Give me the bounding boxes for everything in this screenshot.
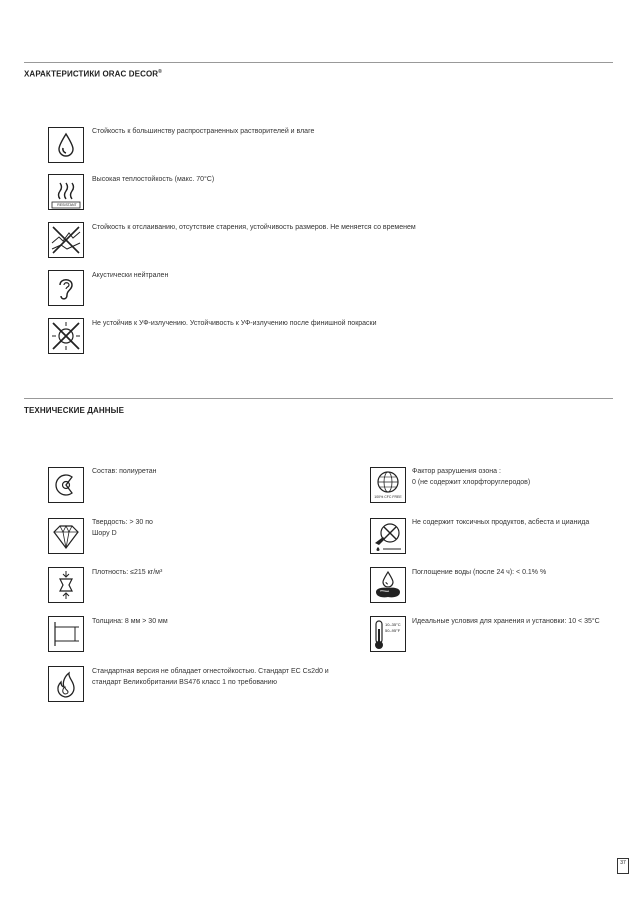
ozone-text: Фактор разрушения озона : 0 (не содержит хлорфторуглеродов) bbox=[412, 468, 531, 486]
section-title-technical: ТЕХНИЧЕСКИЕ ДАННЫЕ bbox=[24, 406, 125, 415]
globe-icon bbox=[370, 467, 406, 503]
no-uv-icon bbox=[48, 318, 84, 354]
density-text: Плотность: ≤215 кг/м³ bbox=[92, 569, 163, 576]
characteristic-text: Высокая теплостойкость (макс. 70°C) bbox=[92, 176, 215, 183]
water-absorption-text: Поглощение воды (после 24 ч): < 0.1% % bbox=[412, 569, 547, 576]
resistant-label: RESISTANT bbox=[57, 203, 77, 207]
water-drop-icon bbox=[48, 127, 84, 163]
no-toxic-icon bbox=[370, 518, 406, 554]
composition-icon bbox=[48, 467, 84, 503]
no-cracking-icon bbox=[48, 222, 84, 258]
composition-text: Состав: полиуретан bbox=[92, 468, 157, 475]
ear-icon bbox=[48, 270, 84, 306]
thickness-icon bbox=[48, 616, 84, 652]
heat-resistant-icon bbox=[48, 174, 84, 210]
cfc-free-label: 100% CFC FREE bbox=[374, 495, 402, 499]
storage-conditions-text: Идеальные условия для хранения и установки: 10 < 35°C bbox=[412, 618, 600, 625]
non-toxic-text: Не содержит токсичных продуктов, асбеста и цианида bbox=[412, 519, 590, 526]
fire-text: Стандартная версия не обладает огнестойкостью. Стандарт ЕС Cs2d0 и стандарт Великобритании BS476 класс 1 по требованию bbox=[92, 668, 329, 686]
diamond-icon bbox=[48, 518, 84, 554]
density-icon bbox=[48, 567, 84, 603]
section-title-characteristics: ХАРАКТЕРИСТИКИ ORAC DECOR® bbox=[24, 69, 162, 79]
characteristic-text: Стойкость к отслаиванию, отсутствие старения, устойчивость размеров. Не меняется со временем bbox=[92, 224, 416, 231]
thermometer-icon bbox=[370, 616, 406, 652]
characteristic-text: Акустически нейтрален bbox=[92, 272, 169, 279]
water-absorption-icon bbox=[370, 567, 406, 603]
top-divider bbox=[24, 62, 613, 63]
hardness-text: Твердость: > 30 по Шору D bbox=[92, 519, 153, 537]
characteristic-text: Не устойчив к УФ-излучению. Устойчивость к УФ-излучению после финишной покраски bbox=[92, 320, 377, 327]
thickness-text: Толщина: 8 мм > 30 мм bbox=[92, 618, 168, 625]
fire-icon bbox=[48, 666, 84, 702]
temperature-fahrenheit-label: 50–95°F bbox=[385, 628, 401, 633]
section-divider bbox=[24, 398, 613, 399]
page-number: 37 bbox=[617, 858, 629, 874]
characteristic-text: Стойкость к большинству распространенных растворителей и влаге bbox=[92, 128, 315, 135]
temperature-celsius-label: 10–35°C bbox=[385, 622, 401, 627]
